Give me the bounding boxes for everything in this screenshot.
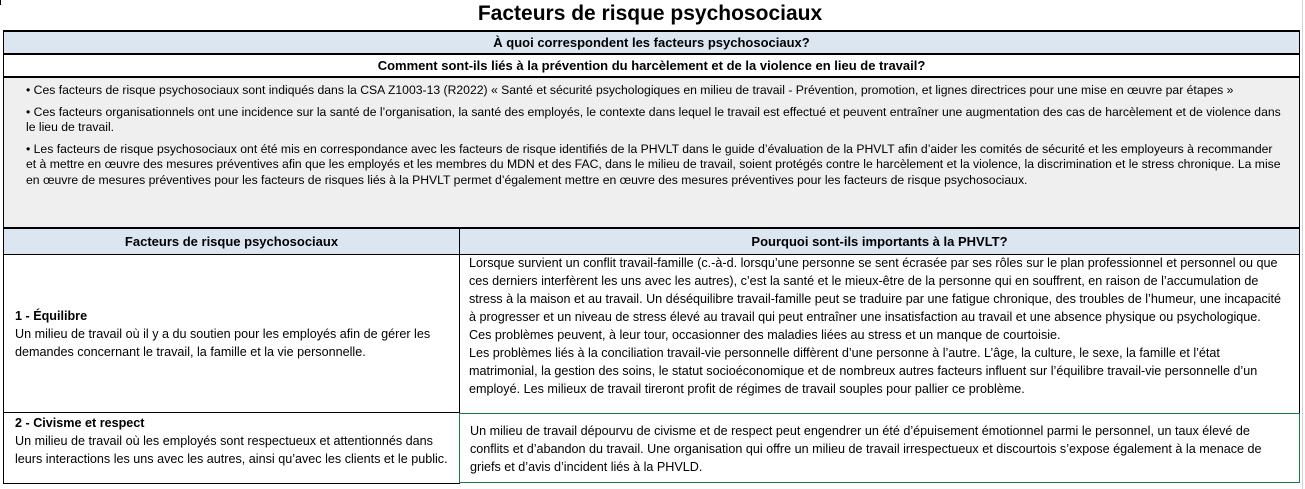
importance-paragraph: Un milieu de travail dépourvu de civisme et de respect peut engendrer un été d’épuisement émotionnel parmi le personnel, un taux élevé de conflits et d’abandon du travail. Une organisation qui offre un milieu de travail irrespectueux et discourtois s’expose également à la menace de griefs et d’avis d’incident liés à la PHVLD.: [470, 424, 1262, 474]
bullet-item: • Ces facteurs de risque psychosociaux sont indiqués dans la CSA Z1003-13 (R2022) « Santé et sécurité psychologiques en milieu de travail - Prévention, promotion, et lignes directrices pour une mise en œuvre par étapes »: [26, 83, 1234, 97]
importance-cell-balance[interactable]: [459, 255, 1300, 413]
bullet-item: • Ces facteurs organisationnels ont une incidence sur la santé de l’organisation, la santé des employés, le contexte dans lequel le travail est effectué et peuvent entraîner une augmentation des cas de harcèlement et de violence dans le lieu de travail.: [26, 104, 1281, 134]
factor-description: Un milieu de travail où les employés sont respectueux et attentionnés dans leurs interactions les uns avec les autres, ainsi qu’avec les clients et le public.: [15, 434, 448, 466]
factor-cell-balance[interactable]: [3, 255, 460, 413]
importance-paragraph: Lorsque survient un conflit travail-famille (c.-à-d. lorsqu’une personne se sent écrasée par ses rôles sur le plan professionnel et personnel ou que ces derniers interfèrent les uns avec les autres), c’est la santé et le mieux-être de la personne qui en souffrent, en raison de l’accumulation de stress à la maison et au travail. Un déséquilibre travail-famille peut se traduire par une fatigue chronique, des troubles de l’humeur, une incapacité à progresser et un niveau de stress élevé au travail qui peut entraîner une insatisfaction au travail et une absence physique ou psychologique.: [469, 256, 1282, 324]
question-what-are-factors[interactable]: À quoi correspondent les facteurs psychosociaux?: [3, 30, 1300, 54]
sheet-title: Facteurs de risque psychosociaux: [477, 2, 823, 25]
intro-bullets-cell[interactable]: [3, 77, 1300, 228]
column-header-importance[interactable]: Pourquoi sont-ils importants à la PHVLT?: [459, 228, 1300, 255]
column-header-factors[interactable]: Facteurs de risque psychosociaux: [3, 228, 460, 255]
factor-label: 1 - Équilibre: [15, 308, 88, 323]
importance-cell-civility-selected[interactable]: [459, 413, 1300, 483]
importance-paragraph: Ces problèmes peuvent, à leur tour, occasionner des maladies liées au stress et un manque de courtoisie.: [469, 328, 1061, 342]
factor-description: Un milieu de travail où il y a du soutien pour les employés afin de gérer les demandes concernant le travail, la famille et la vie personnelle.: [15, 326, 431, 359]
factor-cell-civility[interactable]: [3, 413, 460, 484]
question-how-linked-to-prevention[interactable]: Comment sont-ils liés à la prévention du harcèlement et de la violence en lieu de travail?: [3, 54, 1300, 77]
bullet-item: • Les facteurs de risque psychosociaux ont été mis en correspondance avec les facteurs de risque identifiés de la PHVLT dans le guide d’évaluation de la PHVLT afin d’aider les comités de sécurité et les employeurs à recommander et à mettre en œuvre des mesures préventives afin que les employés et les membres du MDN et des FAC, dans le milieu de travail, soient protégés contre le harcèlement et la violence, la discrimination et le stress chronique. La mise en œuvre de mesures préventives pour les facteurs de risques liés à la PHVLT permet d’également mettre en œuvre des mesures préventives pour les facteurs de risque psychosociaux.: [26, 141, 1281, 187]
factor-label: 2 - Civisme et respect: [15, 416, 145, 430]
importance-paragraph: Les problèmes liés à la conciliation travail-vie personnelle diffèrent d’une personne à l’autre. L’âge, la culture, le sexe, la famille et l’état matrimonial, la gestion des soins, le statut socioéconomique et de nombreux autres facteurs influent sur l’équilibre travail-vie personnelle d’un employé. Les milieux de travail tireront profit de régimes de travail souples pour pallier ce problème.: [469, 346, 1258, 396]
